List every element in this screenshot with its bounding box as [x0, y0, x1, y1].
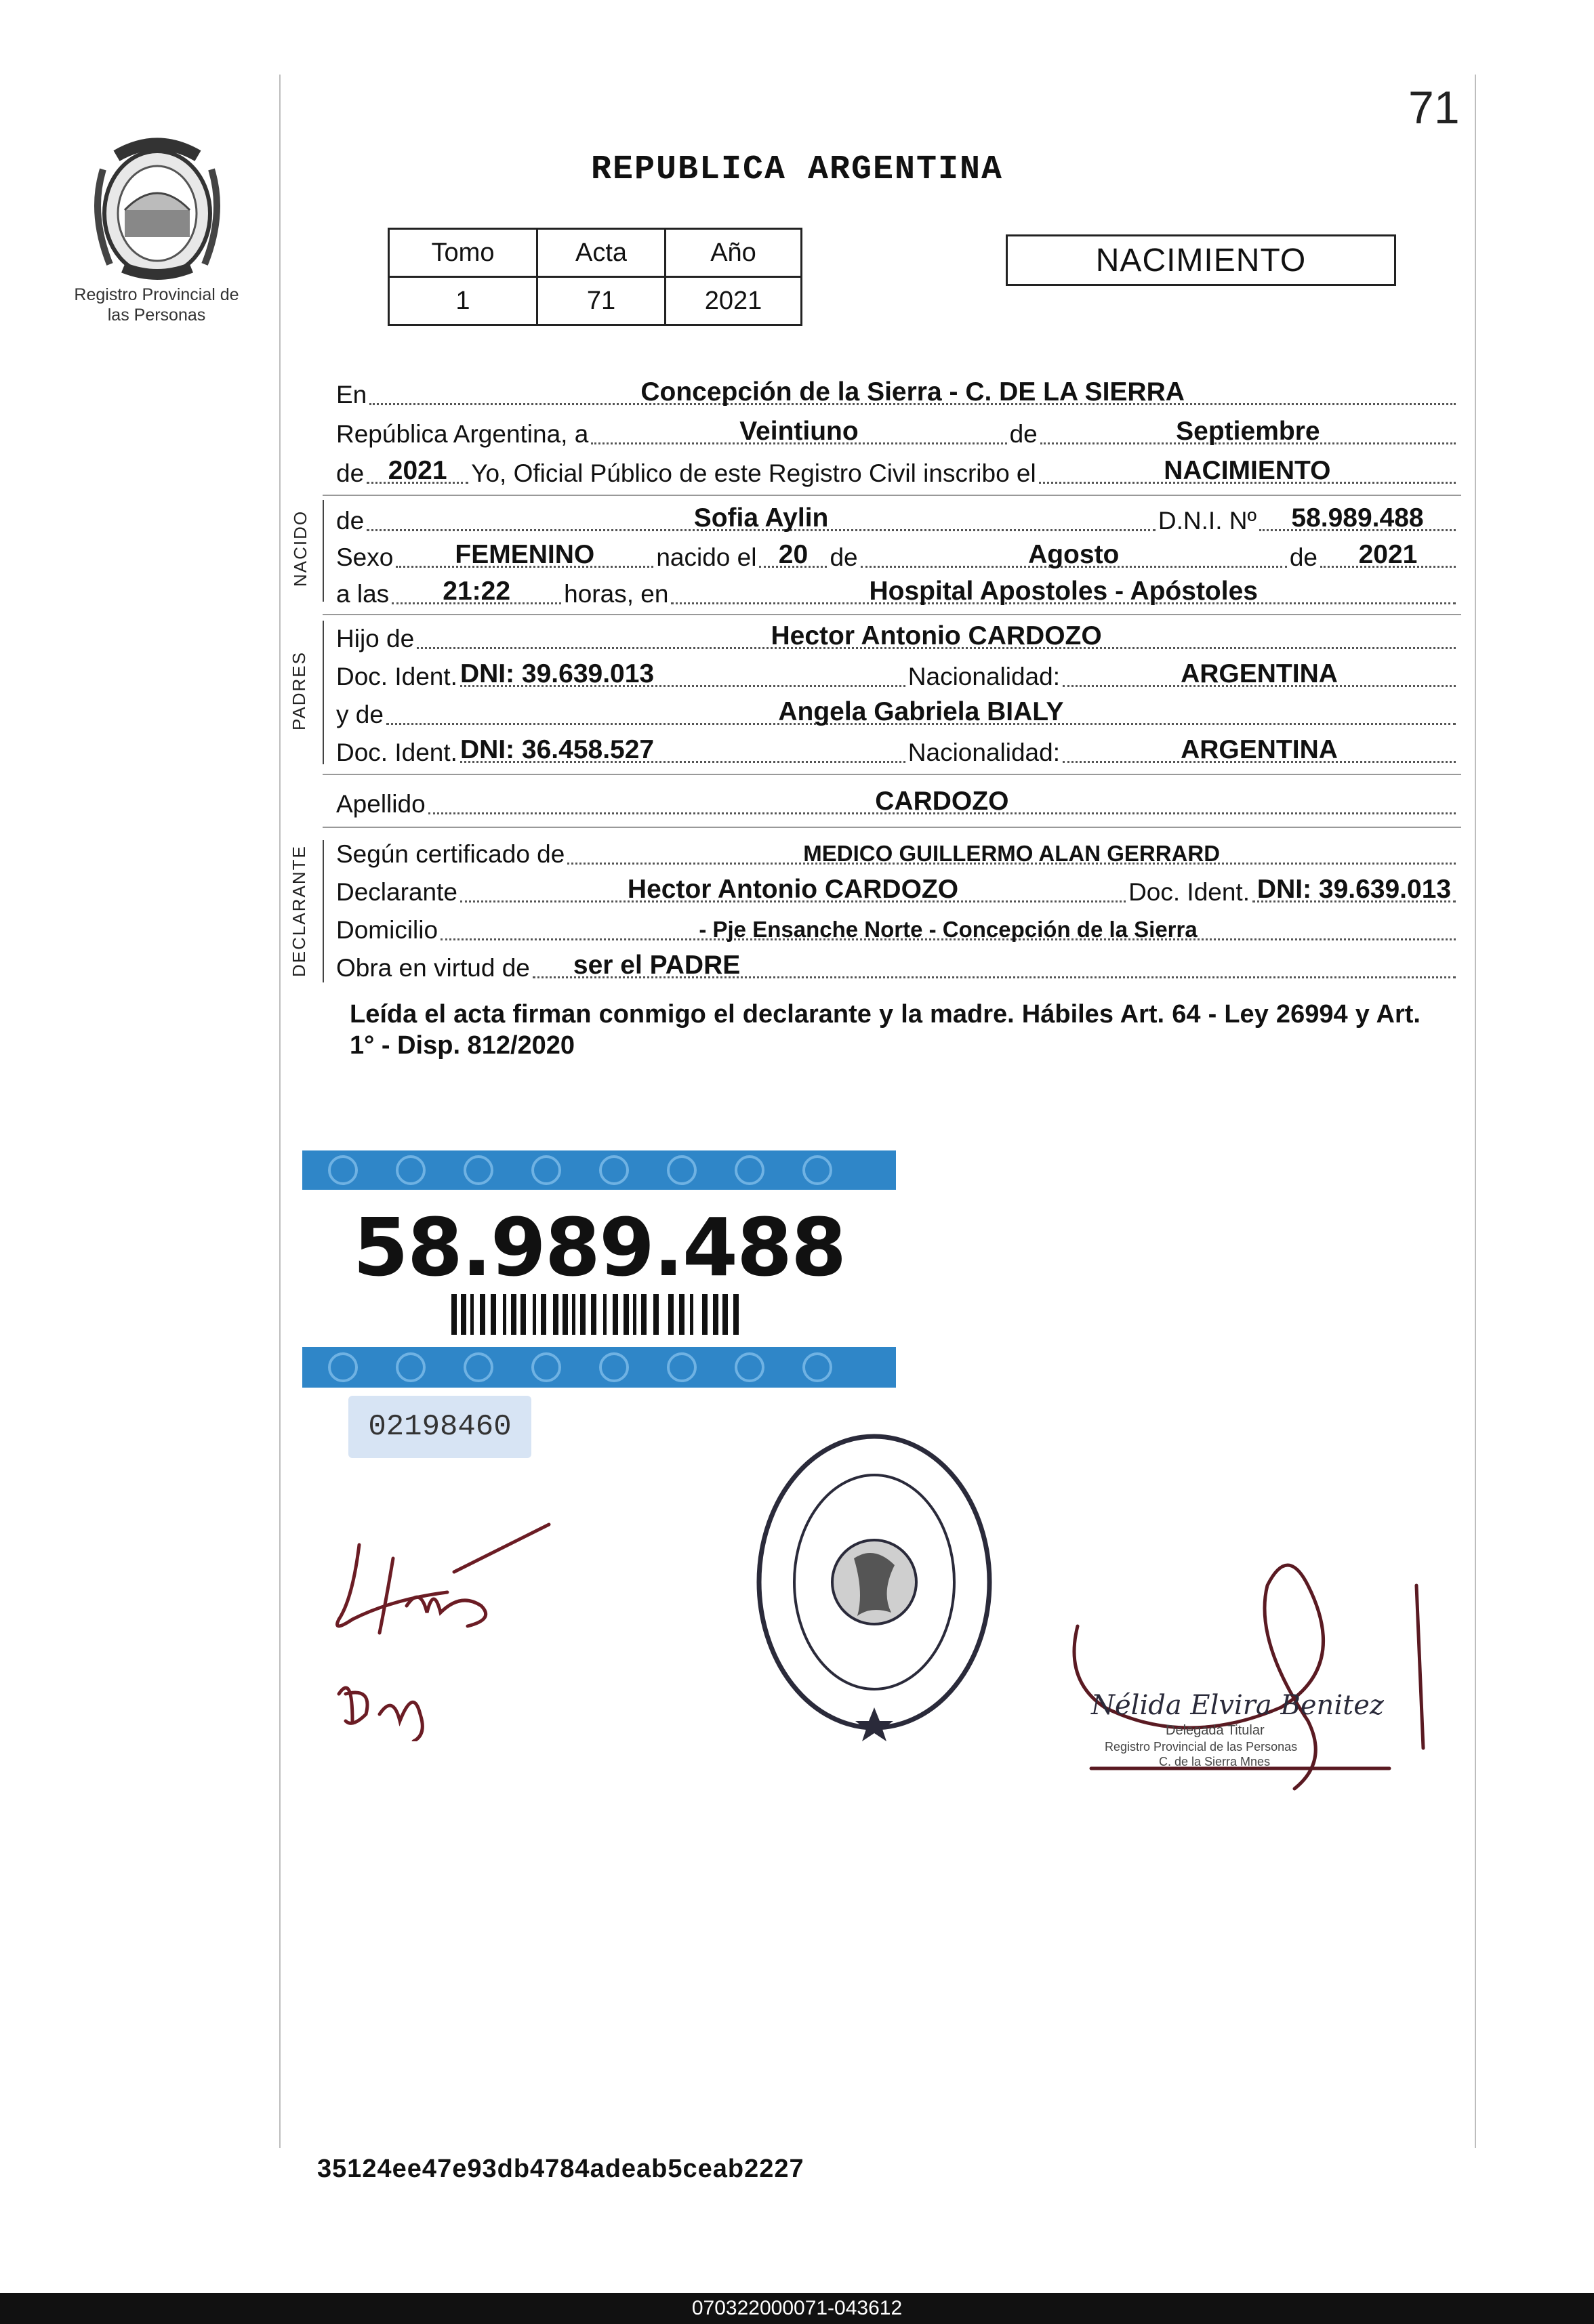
de-label-2: de — [336, 459, 365, 487]
domicilio-label: Domicilio — [336, 916, 438, 944]
birth-year: 2021 — [1358, 540, 1418, 569]
father-value: Hector Antonio CARDOZO — [771, 621, 1102, 650]
declarante-value: Hector Antonio CARDOZO — [627, 875, 959, 904]
alas-label: a las — [336, 580, 390, 608]
row-en — [336, 373, 1458, 411]
tomo-header: Tomo — [389, 229, 537, 277]
hour-value: 21:22 — [443, 577, 511, 606]
cert-value: MEDICO GUILLERMO ALAN GERRARD — [803, 841, 1221, 866]
sexo-label: Sexo — [336, 543, 394, 571]
day-value: Veintiuno — [739, 417, 859, 446]
registry-caption: Registro Provincial de las Personas — [74, 285, 239, 325]
obra-label: Obra en virtud de — [336, 954, 530, 982]
row-obra — [336, 946, 1458, 984]
declarante-label: DECLARANTE — [289, 845, 309, 977]
acta-header: Acta — [537, 229, 666, 277]
birth-month: Agosto — [1028, 540, 1120, 569]
row-hora — [336, 572, 1458, 610]
tomo-value: 1 — [389, 277, 537, 325]
name-value: Sofia Aylin — [693, 503, 829, 533]
row-certificado — [336, 832, 1458, 870]
de-label-4: de — [830, 543, 858, 571]
official-name: Nélida Elvira Benitez — [1091, 1690, 1384, 1721]
year-value: 2021 — [388, 456, 447, 485]
padres-label: PADRES — [289, 651, 309, 730]
decl-doc-value: DNI: 39.639.013 — [1256, 875, 1452, 904]
official-org: Registro Provincial de las Personas — [1105, 1740, 1298, 1754]
document-title: REPUBLICA ARGENTINA — [590, 150, 1004, 189]
father-doc: DNI: 39.639.013 — [459, 659, 655, 688]
de-label: de — [1009, 420, 1038, 448]
en-value: Concepción de la Sierra - C. DE LA SIERRA — [640, 377, 1185, 407]
dni-value: 58.989.488 — [1291, 503, 1424, 533]
de-label-3: de — [336, 507, 365, 535]
nacido-bracket — [323, 500, 324, 602]
official-place: C. de la Sierra Mnes — [1159, 1755, 1271, 1768]
row-declarante — [336, 870, 1458, 908]
row-apellido — [336, 782, 1458, 820]
de-label-5: de — [1289, 543, 1317, 571]
row-padre-doc — [336, 655, 1458, 692]
hijo-label: Hijo de — [336, 625, 415, 652]
record-type-box: NACIMIENTO — [1006, 234, 1396, 286]
cert-label: Según certificado de — [336, 840, 565, 868]
official-seal-icon — [745, 1423, 1003, 1741]
declarante-bracket — [323, 840, 324, 982]
row-madre — [336, 692, 1458, 730]
horas-label: horas, en — [564, 580, 669, 608]
doc-label: Doc. Ident. — [336, 663, 457, 690]
footer-id: 070322000071-043612 — [691, 2297, 903, 2319]
document-hash: 35124ee47e93db4784adeab5ceab2227 — [317, 2155, 804, 2183]
declarant-signature-icon — [325, 1518, 569, 1741]
row-inscribo — [336, 451, 1458, 489]
domicilio-value: - Pje Ensanche Norte - Concepción de la Sierra — [699, 917, 1198, 942]
nac-label: Nacionalidad: — [907, 663, 1060, 690]
padres-bracket — [323, 621, 324, 764]
row-domicilio — [336, 908, 1458, 946]
footer-id-bar — [0, 2293, 1594, 2324]
record-table — [388, 228, 802, 326]
dni-label: D.N.I. Nº — [1158, 507, 1256, 535]
decl-doc-label: Doc. Ident. — [1128, 878, 1250, 906]
page-number: 71 — [1408, 82, 1460, 133]
declarante-field-label: Declarante — [336, 878, 457, 906]
anio-value: 2021 — [666, 277, 802, 325]
dni-sticker — [302, 1150, 896, 1393]
mother-doc: DNI: 36.458.527 — [459, 735, 655, 764]
doc-label-2: Doc. Ident. — [336, 739, 457, 766]
acta-value: 71 — [537, 277, 666, 325]
mother-value: Angela Gabriela BIALY — [778, 697, 1064, 726]
left-margin-line — [279, 75, 281, 2148]
inscribo-value: NACIMIENTO — [1164, 456, 1331, 485]
right-margin-line — [1475, 75, 1476, 2148]
row-padre — [336, 617, 1458, 655]
sticker-number: 58.989.488 — [352, 1201, 846, 1294]
apellido-label: Apellido — [336, 790, 426, 818]
yde-label: y de — [336, 701, 384, 728]
nacido-el-label: nacido el — [656, 543, 757, 571]
birth-day: 20 — [778, 540, 809, 569]
father-nat: ARGENTINA — [1181, 659, 1338, 688]
month-value: Septiembre — [1176, 417, 1320, 446]
en-label: En — [336, 381, 367, 409]
inscribo-label: Yo, Oficial Público de este Registro Civil inscribo el — [471, 459, 1036, 487]
serial-label: 02198460 — [348, 1396, 531, 1458]
closing-note: Leída el acta firman conmigo el declarante y la madre. Hábiles Art. 64 - Ley 26994 y Art. 1° - Disp. 812/2020 — [350, 1000, 1421, 1060]
obra-value: ser el PADRE — [573, 951, 741, 980]
sexo-value: FEMENINO — [455, 540, 595, 569]
nac-label-2: Nacionalidad: — [907, 739, 1060, 766]
anio-header: Año — [666, 229, 802, 277]
apellido-value: CARDOZO — [875, 787, 1009, 816]
row-fecha — [336, 412, 1458, 450]
official-title: Delegada Titular — [1166, 1723, 1265, 1738]
section-divider — [323, 774, 1461, 775]
place-value: Hospital Apostoles - Apóstoles — [869, 577, 1258, 606]
nacido-label: NACIDO — [290, 510, 310, 587]
mother-nat: ARGENTINA — [1181, 735, 1338, 764]
official-signature-icon — [1064, 1545, 1444, 1802]
row-madre-doc — [336, 730, 1458, 768]
republica-label: República Argentina, a — [336, 420, 589, 448]
